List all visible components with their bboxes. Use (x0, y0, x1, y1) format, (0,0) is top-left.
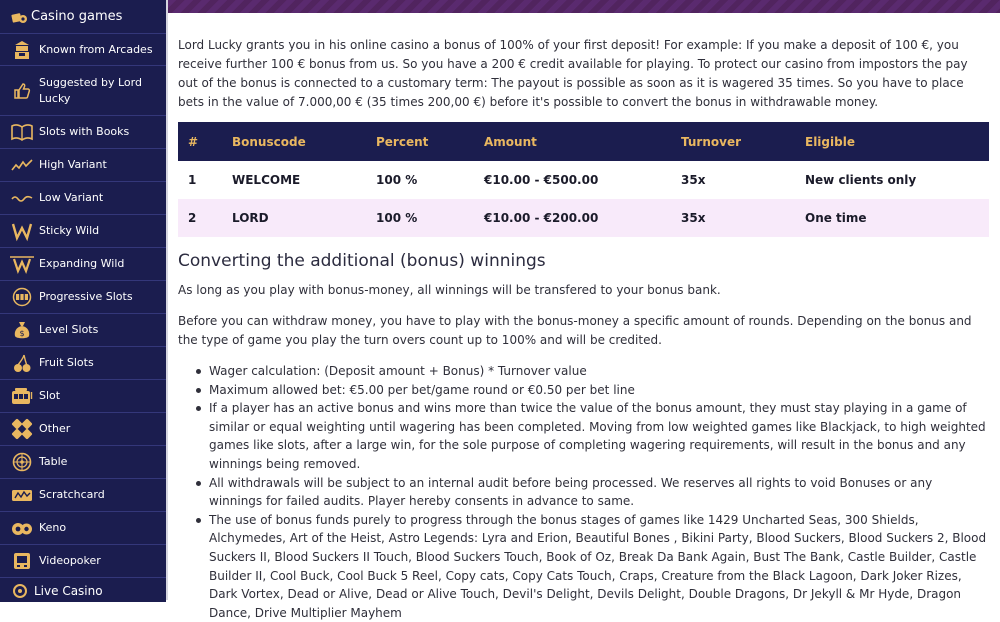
sidebar-item-label: Other (39, 422, 71, 435)
high-wave-icon (10, 154, 34, 176)
casino-chips-icon (10, 9, 28, 25)
sidebar-item-slots-with-books[interactable] (0, 116, 166, 149)
bonus-table (178, 122, 989, 237)
cell-eligible: One time (795, 199, 989, 237)
sidebar-item-label: Level Slots (39, 323, 99, 336)
sidebar-item-low-variant[interactable] (0, 182, 166, 215)
keno-balls-icon (10, 517, 34, 539)
sidebar-item-progressive-slots[interactable] (0, 281, 166, 314)
sidebar-item-label: Scratchcard (39, 488, 105, 501)
low-wave-icon (10, 187, 34, 209)
cell-bonuscode: WELCOME (232, 173, 301, 187)
expanding-wild-icon (10, 253, 34, 275)
cell-amount: €10.00 - €500.00 (484, 173, 599, 187)
sidebar-item-label: Videopoker (39, 554, 101, 567)
cell-turnover: 35x (671, 199, 795, 237)
col-percent: Percent (366, 122, 474, 161)
sidebar-item-other[interactable] (0, 413, 166, 446)
sidebar-item-live-casino[interactable] (0, 580, 166, 602)
sidebar (0, 0, 166, 600)
sidebar-item-sticky-wild[interactable] (0, 215, 166, 248)
table-header-row (178, 122, 989, 161)
list-item: All withdrawals will be subject to an internal audit before being processed. We reserves all rights to void Bonuses or any winnings for failed audits. Player hereby consents in advance to same. (196, 474, 988, 511)
cell-turnover: 35x (681, 173, 706, 187)
money-bag-icon (10, 319, 34, 341)
sidebar-item-high-variant[interactable] (0, 149, 166, 182)
wild-w-icon (10, 220, 34, 242)
cell-number: 2 (178, 199, 222, 237)
roulette-icon (10, 451, 34, 473)
scratchcard-icon (10, 484, 34, 506)
table-row (178, 199, 989, 237)
sidebar-item-label: High Variant (39, 158, 107, 171)
col-turnover: Turnover (671, 122, 795, 161)
sidebar-item-label: Slots with Books (39, 125, 130, 138)
sidebar-item-label: Fruit Slots (39, 356, 94, 369)
live-casino-icon (12, 583, 28, 599)
sidebar-item-scratchcard[interactable] (0, 479, 166, 512)
progressive-icon (10, 286, 34, 308)
rules-list (196, 362, 988, 622)
sidebar-item-videopoker[interactable] (0, 545, 166, 578)
sidebar-item-fruit-slots[interactable] (0, 347, 166, 380)
cherry-icon (10, 352, 34, 374)
sidebar-item-suggested-by-lord-lucky[interactable] (0, 66, 166, 116)
slot-machine-icon (10, 385, 34, 407)
main-content (178, 36, 988, 622)
cell-number: 1 (188, 173, 197, 187)
col-number: # (178, 122, 222, 161)
svg-text:$: $ (19, 329, 25, 338)
sidebar-item-label: Low Variant (39, 191, 104, 204)
col-eligible: Eligible (795, 122, 989, 161)
list-item: If a player has an active bonus and wins more than twice the value of the bonus amount, they must stay playing in a game of similar or equal weighting until wagering has been completed. Moving from low weighted games like Blackjack, to high weighted games like slots, after a large win, for the sole purpose of completing wagering requirements, will result in the bonus and any winnings being removed. (196, 399, 988, 473)
sidebar-item-label: Known from Arcades (39, 42, 153, 56)
sidebar-item-slot[interactable] (0, 380, 166, 413)
thumbs-up-icon (10, 80, 34, 102)
sidebar-item-expanding-wild[interactable] (0, 248, 166, 281)
sidebar-item-label: Slot (39, 389, 61, 402)
sidebar-item-label: Suggested by Lord Lucky (39, 75, 142, 105)
section-paragraph-2: Before you can withdraw money, you have to play with the bonus-money a specific amount of rounds. Depending on the bonus and the type of game you play the turn overs count up to 100% and will be credited. (178, 314, 972, 347)
sidebar-item-label: Table (39, 455, 68, 468)
list-item: Maximum allowed bet: €5.00 per bet/game round or €0.50 per bet line (196, 381, 988, 400)
cell-eligible: New clients only (805, 173, 917, 187)
sidebar-item-keno[interactable] (0, 512, 166, 545)
dice-icon (10, 418, 34, 440)
cell-amount: €10.00 - €200.00 (474, 199, 671, 237)
col-bonuscode: Bonuscode (222, 122, 366, 161)
sidebar-scrollbar[interactable] (166, 0, 168, 600)
table-row (178, 161, 989, 199)
sidebar-item-label: Keno (39, 521, 67, 534)
sidebar-item-known-from-arcades[interactable] (0, 34, 166, 66)
sidebar-item-label: Sticky Wild (39, 224, 100, 237)
col-amount: Amount (474, 122, 671, 161)
cell-bonuscode: LORD (222, 199, 366, 237)
sidebar-footer-label: Live Casino (34, 584, 103, 598)
sidebar-item-label: Progressive Slots (39, 290, 133, 303)
sidebar-header-label: Casino games (31, 9, 123, 24)
cell-percent: 100 % (366, 199, 474, 237)
intro-text: Lord Lucky grants you in his online casino a bonus of 100% of your first deposit! For example: If you make a deposit of 100 €, you receive further 100 € bonus from us. So you have a 200 € credit available for playing. To protect our casino from impostors the pay out of the bonus is connected to a customary term: The payout is possible as soon as it is wagered 35 times. So you have to place bets in the value of 7.000,00 € (35 times 200,00 €) before it's possible to convert the bonus in withdrawable money. (178, 38, 968, 109)
list-item: The use of bonus funds purely to progress through the bonus stages of games like 1429 Uncharted Seas, 300 Shields, Alchymedes, Art of the Heist, Astro Legends: Lyra and Erion, Beautiful Bones , Bikini Party, Blood Suckers, Blood Suckers 2, Blood Suckers II, Blood Suckers II Touch, Blood Suckers Touch, Book of Oz, Break Da Bank Again, Bust The Bank, Castle Builder, Castle Builder II, Cool Buck, Cool Buck 5 Reel, Copy cats, Copy Cats Touch, Craps, Creature from the Black Lagoon, Dark Joker Rizes, Dark Vortex, Dead or Alive, Dead or Alive Touch, Devil's Delight, Devils Delight, Double Dragons, Dr Jekyll & Mr Hyde, Dragon Dance, Drive Multiplier Mayhem (196, 511, 988, 622)
book-icon (10, 121, 34, 143)
videopoker-icon (10, 550, 34, 572)
sidebar-header[interactable] (0, 0, 166, 34)
arcade-icon (10, 39, 34, 61)
cell-percent: 100 % (376, 173, 418, 187)
section-title: Converting the additional (bonus) winnings (178, 251, 546, 271)
sidebar-item-table[interactable] (0, 446, 166, 479)
list-item: Wager calculation: (Deposit amount + Bonus) * Turnover value (196, 362, 988, 381)
top-banner (168, 0, 1000, 13)
sidebar-item-level-slots[interactable] (0, 314, 166, 347)
section-paragraph-1: As long as you play with bonus-money, all winnings will be transfered to your bonus bank. (178, 283, 721, 297)
sidebar-item-label: Expanding Wild (39, 257, 125, 270)
